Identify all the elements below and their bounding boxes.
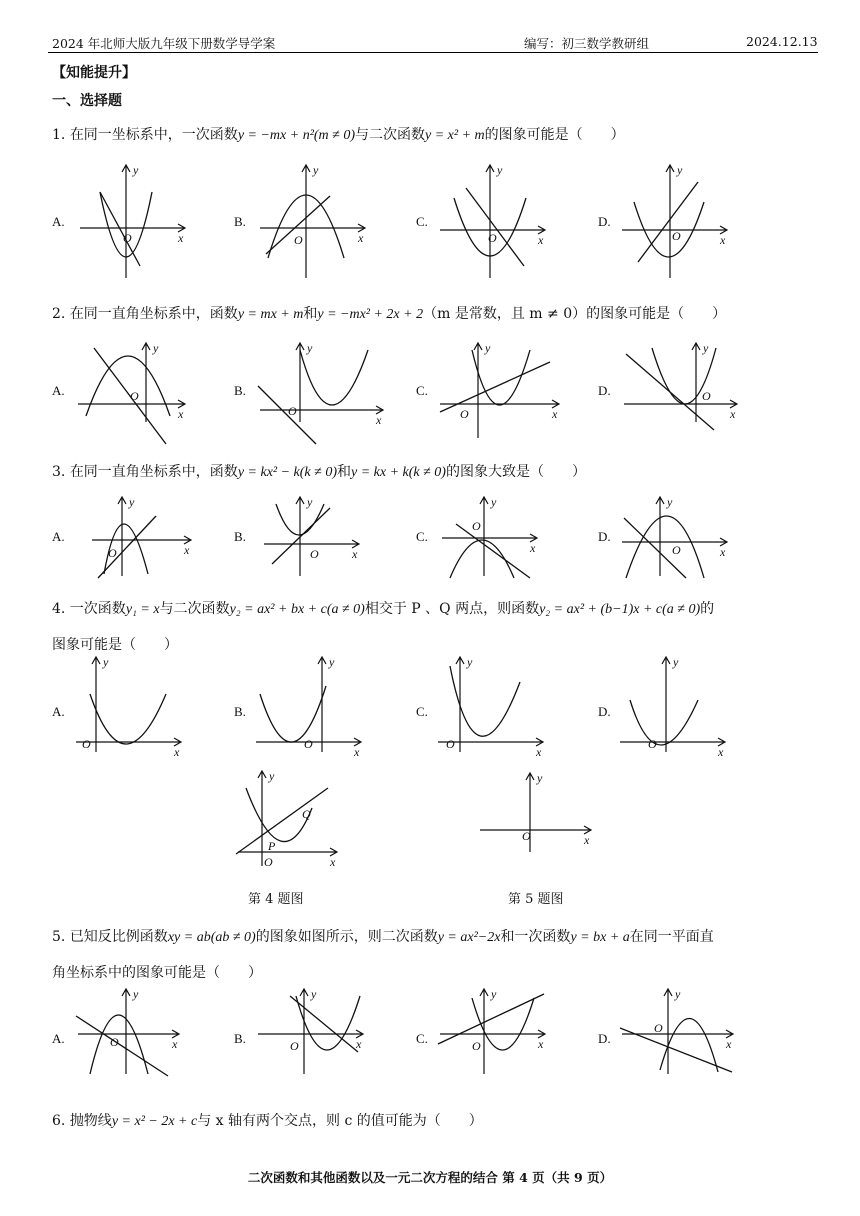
x-axis-label: x	[552, 407, 558, 421]
footer: 二次函数和其他函数以及一元二次方程的结合 第 4 页（共 9 页）	[247, 1170, 613, 1185]
option-label: C.	[416, 704, 428, 719]
q3-graph-c	[440, 494, 540, 578]
x-axis-label: x	[730, 407, 736, 421]
option-label: D.	[598, 1031, 611, 1046]
y-axis	[692, 343, 700, 422]
y-axis	[118, 497, 126, 576]
y-axis	[486, 165, 494, 278]
question-4-line2: 图象可能是（ ）	[52, 637, 178, 653]
origin-label: O	[288, 404, 297, 418]
line	[290, 996, 358, 1052]
x-axis-label: x	[184, 543, 190, 557]
x-axis-label: x	[356, 1037, 362, 1051]
y-axis-label: y	[675, 987, 681, 1001]
y-axis-label: y	[103, 655, 109, 669]
y-axis-label: y	[133, 987, 139, 1001]
line	[626, 354, 714, 430]
y-axis	[474, 343, 482, 438]
question-1: 1. 在同一坐标系中，一次函数y = −mx + n²(m ≠ 0)与二次函数y = x² + m的图象可能是（ ）	[52, 127, 625, 143]
q5-graph-a	[76, 986, 182, 1076]
line	[258, 386, 316, 444]
y-axis	[122, 165, 130, 278]
x-axis-label: x	[538, 233, 544, 247]
y-axis-label: y	[467, 655, 473, 669]
question-4: 4. 一次函数y₁ = x与二次函数y₂ = ax² + bx + c(a ≠ 0)相交于 P 、Q 两点，则函数y₂ = ax² + (b−1)x + c(a ≠ 0)的	[52, 601, 715, 617]
y-axis-label: y	[485, 341, 491, 355]
origin-label: O	[82, 737, 91, 751]
option-label: C.	[416, 1031, 428, 1046]
y-axis-label: y	[673, 655, 679, 669]
origin-label: O	[654, 1021, 663, 1035]
y-axis-label: y	[667, 495, 673, 509]
x-axis-label: x	[330, 855, 336, 869]
option-label: C.	[416, 383, 428, 398]
parabola	[90, 694, 166, 744]
y-axis-label: y	[307, 341, 313, 355]
x-axis	[238, 848, 337, 856]
q4-graph-c	[436, 654, 546, 759]
q3-graph-b	[262, 494, 362, 578]
origin-label: O	[460, 407, 469, 421]
y-axis	[480, 497, 488, 576]
x-axis-label: x	[530, 541, 536, 555]
header-left: 2024 年北师大版九年级下册数学导学案	[52, 36, 276, 51]
origin-label: O	[522, 829, 531, 843]
x-axis-label: x	[354, 745, 360, 759]
q1-graph-d	[620, 162, 730, 280]
origin-label: O	[108, 546, 117, 560]
q5-graph-d	[620, 986, 736, 1076]
q1-formula-2: y = x² + m	[425, 128, 485, 143]
option-label: D.	[598, 529, 611, 544]
x-axis	[620, 738, 725, 746]
option-label: B.	[234, 704, 246, 719]
section-title: 【知能提升】	[52, 65, 136, 81]
origin-label: O	[472, 519, 481, 533]
origin-label: O	[648, 737, 657, 751]
x-axis-label: x	[178, 231, 184, 245]
x-axis	[80, 224, 185, 232]
origin-label: O	[472, 1039, 481, 1053]
line	[100, 192, 140, 266]
y-axis-label: y	[491, 987, 497, 1001]
option-label: A.	[52, 704, 65, 719]
y-axis-label: y	[153, 341, 159, 355]
x-axis-label: x	[376, 413, 382, 427]
origin-label: O	[702, 389, 711, 403]
q4-graph-b	[254, 654, 364, 759]
y-axis	[664, 989, 672, 1074]
option-label: B.	[234, 214, 246, 229]
y-axis-label: y	[329, 655, 335, 669]
parabola	[660, 1018, 718, 1072]
x-axis-label: x	[174, 745, 180, 759]
option-label: B.	[234, 383, 246, 398]
option-label: A.	[52, 1031, 65, 1046]
origin-label: O	[672, 543, 681, 557]
q2-graph-c	[438, 340, 562, 440]
fig4-graph	[236, 768, 340, 868]
origin-label: O	[290, 1039, 299, 1053]
x-axis	[78, 1030, 179, 1038]
line	[438, 994, 544, 1044]
q2-graph-b	[258, 340, 386, 427]
option-label: A.	[52, 529, 65, 544]
origin-label: O	[123, 231, 132, 245]
question-3: 3. 在同一直角坐标系中，函数y = kx² − k(k ≠ 0)和y = kx + k(k ≠ 0)的图象大致是（ ）	[52, 464, 586, 480]
x-axis-label: x	[352, 547, 358, 561]
y-axis-label: y	[129, 495, 135, 509]
x-axis-label: x	[358, 231, 364, 245]
y-axis-label: y	[497, 163, 503, 177]
x-axis	[480, 826, 591, 834]
q4-graph-a	[74, 654, 184, 759]
y-axis	[300, 989, 308, 1074]
x-axis-label: x	[720, 233, 726, 247]
x-axis-label: x	[726, 1037, 732, 1051]
caption-fig4: 第 4 题图	[248, 892, 304, 907]
line	[456, 524, 530, 578]
origin-label: O	[304, 737, 313, 751]
option-label: D.	[598, 704, 611, 719]
y-axis-label: y	[313, 163, 319, 177]
x-axis	[440, 1030, 545, 1038]
option-label: A.	[52, 214, 65, 229]
x-axis-label: x	[718, 745, 724, 759]
option-label: B.	[234, 529, 246, 544]
question-6: 6. 抛物线y = x² − 2x + c与 x 轴有两个交点，则 c 的值可能为（ ）	[52, 1113, 483, 1129]
header-center: 编写：初三数学教研组	[524, 36, 650, 51]
q5-graph-c	[438, 986, 548, 1076]
fig5-graph	[478, 770, 594, 854]
question-5: 5. 已知反比例函数xy = ab(ab ≠ 0)的图象如图所示，则二次函数y = ax²−2x和一次函数y = bx + a在同一平面直	[52, 929, 714, 945]
q5-graph-b	[256, 986, 366, 1076]
y-axis-label: y	[269, 769, 275, 783]
y-axis-label: y	[133, 163, 139, 177]
x-axis-label: x	[536, 745, 542, 759]
parabola	[300, 350, 368, 405]
parabola	[472, 350, 530, 405]
y-axis	[662, 657, 670, 752]
option-label: B.	[234, 1031, 246, 1046]
section-subtitle: 一、选择题	[52, 93, 122, 109]
q1-graph-a	[78, 162, 188, 280]
q2-graph-d	[622, 340, 740, 424]
parabola	[626, 516, 704, 578]
origin-label: O	[110, 1035, 119, 1049]
parabola	[86, 356, 170, 416]
option-label: D.	[598, 214, 611, 229]
q4-graph-d	[618, 654, 728, 759]
origin-label: O	[294, 233, 303, 247]
x-axis	[92, 536, 191, 544]
origin-label: O	[672, 229, 681, 243]
parabola	[260, 686, 326, 742]
y-axis-label: y	[677, 163, 683, 177]
x-axis-label: x	[178, 407, 184, 421]
q3-graph-a	[90, 494, 194, 578]
y-axis-label: y	[311, 987, 317, 1001]
q3-graph-d	[620, 494, 730, 578]
y-axis	[656, 497, 664, 576]
origin-label: O	[488, 231, 497, 245]
origin-label: O	[446, 737, 455, 751]
y-axis-label: y	[703, 341, 709, 355]
x-axis	[622, 1030, 733, 1038]
y-axis-label: y	[491, 495, 497, 509]
option-label: D.	[598, 383, 611, 398]
question-2: 2. 在同一直角坐标系中，函数y = mx + m和y = −mx² + 2x + 2（m 是常数，且 m ≠ 0）的图象可能是（ ）	[52, 306, 727, 322]
origin-label: O	[130, 389, 139, 403]
line	[638, 182, 698, 262]
q1-formula-1: y = −mx + n²(m ≠ 0)	[237, 128, 356, 143]
x-axis-label: x	[538, 1037, 544, 1051]
y-axis-label: y	[537, 771, 543, 785]
parabola	[296, 996, 360, 1050]
point-label: P	[268, 839, 276, 853]
line	[76, 1016, 168, 1076]
x-axis-label: x	[584, 833, 590, 847]
q1-graph-b	[258, 162, 368, 280]
y-axis	[142, 343, 150, 422]
x-axis	[442, 534, 537, 542]
question-5-line2: 角坐标系中的图象可能是（ ）	[52, 965, 262, 981]
parabola	[630, 700, 698, 745]
q1-graph-c	[438, 162, 548, 280]
origin-label: O	[310, 547, 319, 561]
y-axis	[666, 165, 674, 278]
x-axis	[76, 738, 181, 746]
point-label: Q	[302, 807, 311, 821]
option-label: C.	[416, 214, 428, 229]
y-axis-label: y	[307, 495, 313, 509]
y-axis	[302, 165, 310, 278]
x-axis-label: x	[172, 1037, 178, 1051]
x-axis	[260, 224, 365, 232]
option-label: C.	[416, 529, 428, 544]
y-axis	[122, 989, 130, 1074]
header-rule	[48, 52, 818, 53]
option-label: A.	[52, 383, 65, 398]
x-axis-label: x	[720, 545, 726, 559]
origin-label: O	[264, 855, 273, 869]
q2-graph-a	[76, 340, 188, 424]
caption-fig5: 第 5 题图	[508, 892, 564, 907]
header-right: 2024.12.13	[746, 34, 818, 49]
